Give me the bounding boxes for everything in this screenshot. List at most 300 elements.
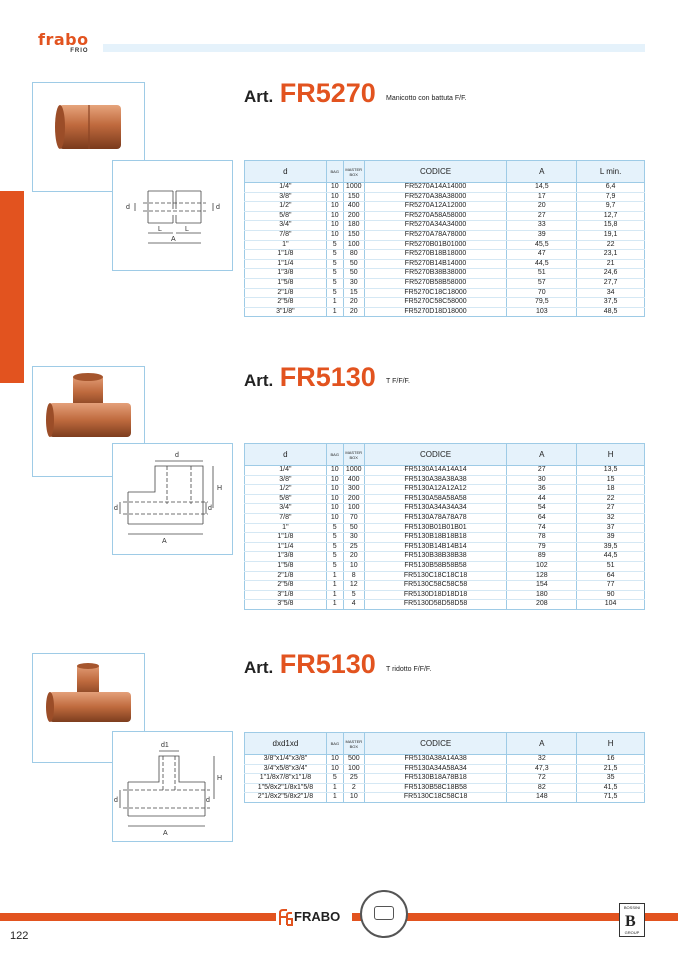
table-cell: 180	[343, 221, 364, 231]
col-header-h: H	[577, 444, 645, 466]
table-cell: 78	[507, 533, 577, 543]
table-cell: 37	[577, 523, 645, 533]
table-cell: 54	[507, 504, 577, 514]
table-cell: 71,5	[577, 793, 645, 803]
table-cell: 3/4"	[245, 221, 327, 231]
col-header-d: d	[245, 444, 327, 466]
table-cell: 27	[507, 466, 577, 476]
table-cell: 5/8"	[245, 494, 327, 504]
table-cell: FR5270A14A14000	[364, 183, 507, 193]
dim-label-a: A	[162, 538, 167, 545]
table-cell: FR5130C18C58C18	[364, 793, 507, 803]
table-cell: 1"1/4	[245, 542, 327, 552]
table-cell: 10	[326, 764, 343, 774]
table-cell: 1	[326, 307, 343, 317]
table-cell: FR5130B18A78B18	[364, 774, 507, 784]
table-cell: 500	[343, 755, 364, 765]
table-row	[245, 240, 645, 250]
table-cell: 10	[326, 221, 343, 231]
table-cell: 15,8	[577, 221, 645, 231]
table-cell: 21	[577, 259, 645, 269]
table-cell: 12	[343, 581, 364, 591]
dim-label-a: A	[163, 830, 168, 837]
footer-logo-text: FRABO	[294, 909, 341, 924]
table-cell: 5	[326, 523, 343, 533]
table-row	[245, 561, 645, 571]
table-header-row	[245, 733, 645, 755]
table-cell: 400	[343, 475, 364, 485]
technical-drawing-fr5130-reduced	[112, 731, 233, 842]
table-cell: 10	[343, 793, 364, 803]
table-row	[245, 755, 645, 765]
table-cell: 7,9	[577, 192, 645, 202]
table-cell: 200	[343, 211, 364, 221]
table-cell: 51	[507, 269, 577, 279]
table-cell: 5/8"	[245, 211, 327, 221]
table-cell: 7/8"	[245, 230, 327, 240]
table-cell: 3/4"	[245, 504, 327, 514]
table-row	[245, 278, 645, 288]
table-cell: 1	[326, 581, 343, 591]
table-cell: 32	[577, 513, 645, 523]
table-cell: FR5270A34A34000	[364, 221, 507, 231]
table-cell: 39,5	[577, 542, 645, 552]
table-cell: 2	[343, 783, 364, 793]
col-header-codice: CODICE	[364, 161, 507, 183]
table-cell: 5	[326, 250, 343, 260]
group-mark-bottom: GROUP	[624, 930, 640, 935]
table-cell: 57	[507, 278, 577, 288]
table-cell: FR5270B38B38000	[364, 269, 507, 279]
technical-drawing-fr5270	[112, 160, 233, 271]
table-cell: 1000	[343, 183, 364, 193]
table-cell: FR5270C58C58000	[364, 298, 507, 308]
table-cell: 50	[343, 269, 364, 279]
table-cell: 24,6	[577, 269, 645, 279]
article-description: Manicotto con battuta F/F.	[386, 95, 467, 102]
dim-label-l-right: L	[185, 226, 189, 233]
col-header-codice: CODICE	[364, 733, 507, 755]
table-cell: 128	[507, 571, 577, 581]
table-cell: FR5270C18C18000	[364, 288, 507, 298]
table-row	[245, 230, 645, 240]
table-cell: 8	[343, 571, 364, 581]
article-title-fr5270	[244, 78, 376, 109]
table-row	[245, 542, 645, 552]
table-cell: 2"1/8	[245, 571, 327, 581]
table-cell: 3/8"	[245, 475, 327, 485]
table-cell: 36	[507, 485, 577, 495]
table-cell: 41,5	[577, 783, 645, 793]
table-cell: 10	[326, 475, 343, 485]
table-cell: 10	[326, 192, 343, 202]
table-row	[245, 494, 645, 504]
group-mark-top: BOSSINI	[623, 905, 641, 910]
table-cell: FR5130B01B01B01	[364, 523, 507, 533]
article-description: T ridotto F/F/F.	[386, 666, 432, 673]
col-header-a: A	[507, 161, 577, 183]
table-cell: 1/2"	[245, 202, 327, 212]
table-cell: 5	[343, 590, 364, 600]
table-cell: 150	[343, 192, 364, 202]
table-cell: 1"	[245, 240, 327, 250]
table-cell: 1/2"	[245, 485, 327, 495]
article-title-fr5130-t	[244, 362, 376, 393]
table-cell: 27	[507, 211, 577, 221]
table-cell: 10	[326, 755, 343, 765]
table-cell: 30	[343, 533, 364, 543]
table-cell: 15	[577, 475, 645, 485]
table-cell: 208	[507, 600, 577, 610]
table-cell: FR5130D58D58D58	[364, 600, 507, 610]
article-description: T F/F/F.	[386, 378, 410, 385]
table-cell: 4	[343, 600, 364, 610]
table-row	[245, 466, 645, 476]
table-cell: 20	[343, 298, 364, 308]
col-header-bag: BAG	[326, 444, 343, 466]
table-cell: 1000	[343, 466, 364, 476]
table-cell: 64	[507, 513, 577, 523]
table-cell: 1	[326, 783, 343, 793]
table-cell: 44	[507, 494, 577, 504]
table-cell: 10	[326, 183, 343, 193]
table-row	[245, 552, 645, 562]
product-table-fr5130-reduced	[244, 732, 645, 803]
table-cell: 19,1	[577, 230, 645, 240]
table-cell: 20	[343, 307, 364, 317]
table-cell: 1"1/8x7/8"x1"1/8	[245, 774, 327, 784]
table-row	[245, 774, 645, 784]
table-cell: 5	[326, 774, 343, 784]
table-cell: 1"1/8	[245, 250, 327, 260]
table-row	[245, 202, 645, 212]
table-cell: 20	[343, 552, 364, 562]
table-cell: 3/8"x1/4"x3/8"	[245, 755, 327, 765]
table-cell: 27,7	[577, 278, 645, 288]
table-cell: 74	[507, 523, 577, 533]
table-cell: 1"5/8x2"1/8x1"5/8	[245, 783, 327, 793]
art-label: Art.	[244, 87, 274, 106]
table-row	[245, 307, 645, 317]
table-row	[245, 513, 645, 523]
table-cell: FR5130A12A12A12	[364, 485, 507, 495]
col-header-bag: BAG	[326, 161, 343, 183]
table-cell: 200	[343, 494, 364, 504]
table-cell: FR5270A78A78000	[364, 230, 507, 240]
table-cell: FR5130D18D18D18	[364, 590, 507, 600]
col-header-dxd1xd: dxd1xd	[245, 733, 327, 755]
table-cell: 25	[343, 774, 364, 784]
table-cell: 10	[326, 494, 343, 504]
table-row	[245, 288, 645, 298]
table-cell: 25	[343, 542, 364, 552]
table-cell: 5	[326, 240, 343, 250]
table-cell: 1"	[245, 523, 327, 533]
table-cell: FR5130B58B58B58	[364, 561, 507, 571]
table-cell: 33	[507, 221, 577, 231]
table-cell: 51	[577, 561, 645, 571]
table-cell: 5	[326, 259, 343, 269]
table-cell: 300	[343, 485, 364, 495]
table-cell: 1/4"	[245, 183, 327, 193]
table-cell: 89	[507, 552, 577, 562]
dim-label-d: d	[126, 204, 130, 211]
brand-sub: FRIO	[70, 48, 89, 54]
table-cell: 1	[326, 600, 343, 610]
table-cell: 39	[507, 230, 577, 240]
table-cell: 50	[343, 259, 364, 269]
col-header-l: L min.	[577, 161, 645, 183]
table-cell: FR5130B58C18B58	[364, 783, 507, 793]
table-cell: 18	[577, 485, 645, 495]
table-cell: 47,3	[507, 764, 577, 774]
table-cell: FR5130A38A38A38	[364, 475, 507, 485]
table-cell: 5	[326, 288, 343, 298]
table-cell: 2"1/8	[245, 288, 327, 298]
dim-label-d-right: d	[206, 797, 210, 804]
certification-seal-icon	[360, 890, 408, 938]
table-cell: 3/8"	[245, 192, 327, 202]
col-header-a: A	[507, 444, 577, 466]
side-accent-bar	[0, 191, 24, 383]
table-cell: 21,5	[577, 764, 645, 774]
table-row	[245, 793, 645, 803]
table-cell: 22	[577, 494, 645, 504]
table-row	[245, 183, 645, 193]
table-cell: 39	[577, 533, 645, 543]
dim-label-d-top: d	[175, 452, 179, 459]
table-cell: 10	[326, 504, 343, 514]
col-header-codice: CODICE	[364, 444, 507, 466]
table-cell: 48,5	[577, 307, 645, 317]
table-row	[245, 523, 645, 533]
table-cell: 10	[326, 211, 343, 221]
table-cell: 103	[507, 307, 577, 317]
table-cell: 70	[343, 513, 364, 523]
article-code: FR5130	[279, 362, 376, 392]
table-cell: 22	[577, 240, 645, 250]
table-cell: FR5130C18C18C18	[364, 571, 507, 581]
table-cell: FR5130A34A58A34	[364, 764, 507, 774]
table-cell: 30	[343, 278, 364, 288]
table-cell: FR5130A58A58A58	[364, 494, 507, 504]
table-row	[245, 221, 645, 231]
table-cell: 10	[343, 561, 364, 571]
table-cell: FR5130B38B38B38	[364, 552, 507, 562]
table-cell: FR5130A14A14A14	[364, 466, 507, 476]
table-row	[245, 475, 645, 485]
article-code: FR5270	[279, 78, 376, 108]
table-cell: 1"3/8	[245, 269, 327, 279]
dim-label-d: d	[114, 505, 118, 512]
table-cell: FR5130B18B18B18	[364, 533, 507, 543]
table-row	[245, 298, 645, 308]
table-cell: 1	[326, 571, 343, 581]
col-header-d: d	[245, 161, 327, 183]
table-cell: 50	[343, 523, 364, 533]
table-row	[245, 211, 645, 221]
table-cell: 79,5	[507, 298, 577, 308]
table-cell: 1	[326, 298, 343, 308]
table-cell: 44,5	[577, 552, 645, 562]
table-cell: 150	[343, 230, 364, 240]
table-header-row	[245, 161, 645, 183]
table-row	[245, 590, 645, 600]
table-cell: 82	[507, 783, 577, 793]
table-cell: 45,5	[507, 240, 577, 250]
art-label: Art.	[244, 658, 274, 677]
table-cell: 17	[507, 192, 577, 202]
table-row	[245, 764, 645, 774]
table-row	[245, 783, 645, 793]
table-cell: 77	[577, 581, 645, 591]
table-cell: 1"3/8	[245, 552, 327, 562]
table-row	[245, 269, 645, 279]
table-cell: 27	[577, 504, 645, 514]
brand-logo	[38, 30, 89, 54]
dim-label-h: H	[217, 485, 223, 492]
col-header-h: H	[577, 733, 645, 755]
table-cell: FR5130C58C58C58	[364, 581, 507, 591]
table-cell: FR5270A38A38000	[364, 192, 507, 202]
table-cell: 15	[343, 288, 364, 298]
table-cell: 7/8"	[245, 513, 327, 523]
table-cell: 1"1/4	[245, 259, 327, 269]
table-cell: 2"1/8x2"5/8x2"1/8	[245, 793, 327, 803]
table-cell: 1"1/8	[245, 533, 327, 543]
table-cell: 10	[326, 466, 343, 476]
table-cell: FR5270B58B58000	[364, 278, 507, 288]
article-title-fr5130-reduced	[244, 649, 376, 680]
table-cell: 13,5	[577, 466, 645, 476]
table-cell: 79	[507, 542, 577, 552]
table-cell: 37,5	[577, 298, 645, 308]
table-cell: FR5130B14B14B14	[364, 542, 507, 552]
table-cell: FR5130A34A34A34	[364, 504, 507, 514]
table-cell: 80	[343, 250, 364, 260]
table-cell: 5	[326, 269, 343, 279]
table-cell: 10	[326, 230, 343, 240]
table-cell: 23,1	[577, 250, 645, 260]
table-row	[245, 571, 645, 581]
table-cell: 9,7	[577, 202, 645, 212]
table-cell: 1/4"	[245, 466, 327, 476]
table-cell: 70	[507, 288, 577, 298]
table-cell: 35	[577, 774, 645, 784]
table-cell: 5	[326, 533, 343, 543]
table-cell: FR5270D18D18000	[364, 307, 507, 317]
dim-label-h: H	[217, 775, 223, 782]
table-cell: 180	[507, 590, 577, 600]
table-cell: FR5270B18B18000	[364, 250, 507, 260]
table-row	[245, 250, 645, 260]
table-cell: 44,5	[507, 259, 577, 269]
product-table-fr5130-t	[244, 443, 645, 610]
table-cell: 154	[507, 581, 577, 591]
table-row	[245, 504, 645, 514]
bossini-group-logo	[619, 903, 645, 937]
table-cell: 1"5/8	[245, 278, 327, 288]
col-header-bag: BAG	[326, 733, 343, 755]
table-cell: 104	[577, 600, 645, 610]
table-cell: FR5270B01B01000	[364, 240, 507, 250]
table-cell: FR5270A58A58000	[364, 211, 507, 221]
table-cell: 10	[326, 513, 343, 523]
table-cell: FR5270A12A12000	[364, 202, 507, 212]
brand-name: frabo	[38, 30, 89, 49]
dim-label-d: d	[114, 797, 118, 804]
table-cell: 90	[577, 590, 645, 600]
product-table-fr5270	[244, 160, 645, 317]
table-cell: 100	[343, 504, 364, 514]
page-number: 122	[10, 930, 29, 942]
art-label: Art.	[244, 371, 274, 390]
table-cell: 100	[343, 240, 364, 250]
table-cell: 5	[326, 552, 343, 562]
col-header-master-box: MASTER BOX	[343, 444, 364, 466]
table-cell: 32	[507, 755, 577, 765]
table-cell: 64	[577, 571, 645, 581]
table-row	[245, 485, 645, 495]
col-header-a: A	[507, 733, 577, 755]
table-cell: 3"1/8"	[245, 307, 327, 317]
table-cell: 34	[577, 288, 645, 298]
table-cell: 400	[343, 202, 364, 212]
table-cell: 72	[507, 774, 577, 784]
col-header-master-box: MASTER BOX	[343, 733, 364, 755]
table-cell: 2"5/8	[245, 581, 327, 591]
table-cell: 5	[326, 542, 343, 552]
table-cell: 1	[326, 590, 343, 600]
table-cell: 3/4"x5/8"x3/4"	[245, 764, 327, 774]
table-row	[245, 581, 645, 591]
table-cell: 10	[326, 202, 343, 212]
table-cell: 148	[507, 793, 577, 803]
table-cell: 5	[326, 278, 343, 288]
table-cell: 5	[326, 561, 343, 571]
frabo-mark-icon	[278, 909, 294, 927]
table-cell: 6,4	[577, 183, 645, 193]
header-bar	[103, 44, 645, 52]
col-header-master-box: MASTER BOX	[343, 161, 364, 183]
table-cell: 10	[326, 485, 343, 495]
dim-label-d-right: d	[216, 204, 220, 211]
dim-label-d-right: d	[208, 505, 212, 512]
dim-label-l-left: L	[158, 226, 162, 233]
table-cell: 3"1/8	[245, 590, 327, 600]
table-cell: FR5130A38A14A38	[364, 755, 507, 765]
table-header-row	[245, 444, 645, 466]
table-cell: 12,7	[577, 211, 645, 221]
group-mark-letter: B	[625, 913, 636, 930]
table-cell: 2"5/8	[245, 298, 327, 308]
table-cell: 20	[507, 202, 577, 212]
seal-emblem	[374, 906, 394, 920]
table-cell: 3"5/8	[245, 600, 327, 610]
table-cell: 102	[507, 561, 577, 571]
table-cell: 47	[507, 250, 577, 260]
table-row	[245, 600, 645, 610]
table-cell: 1"5/8	[245, 561, 327, 571]
table-row	[245, 192, 645, 202]
table-cell: 14,5	[507, 183, 577, 193]
table-cell: FR5130A78A78A78	[364, 513, 507, 523]
dim-label-a: A	[171, 236, 176, 243]
table-cell: 16	[577, 755, 645, 765]
table-cell: FR5270B14B14000	[364, 259, 507, 269]
dim-label-d1: d1	[161, 742, 169, 749]
table-row	[245, 259, 645, 269]
